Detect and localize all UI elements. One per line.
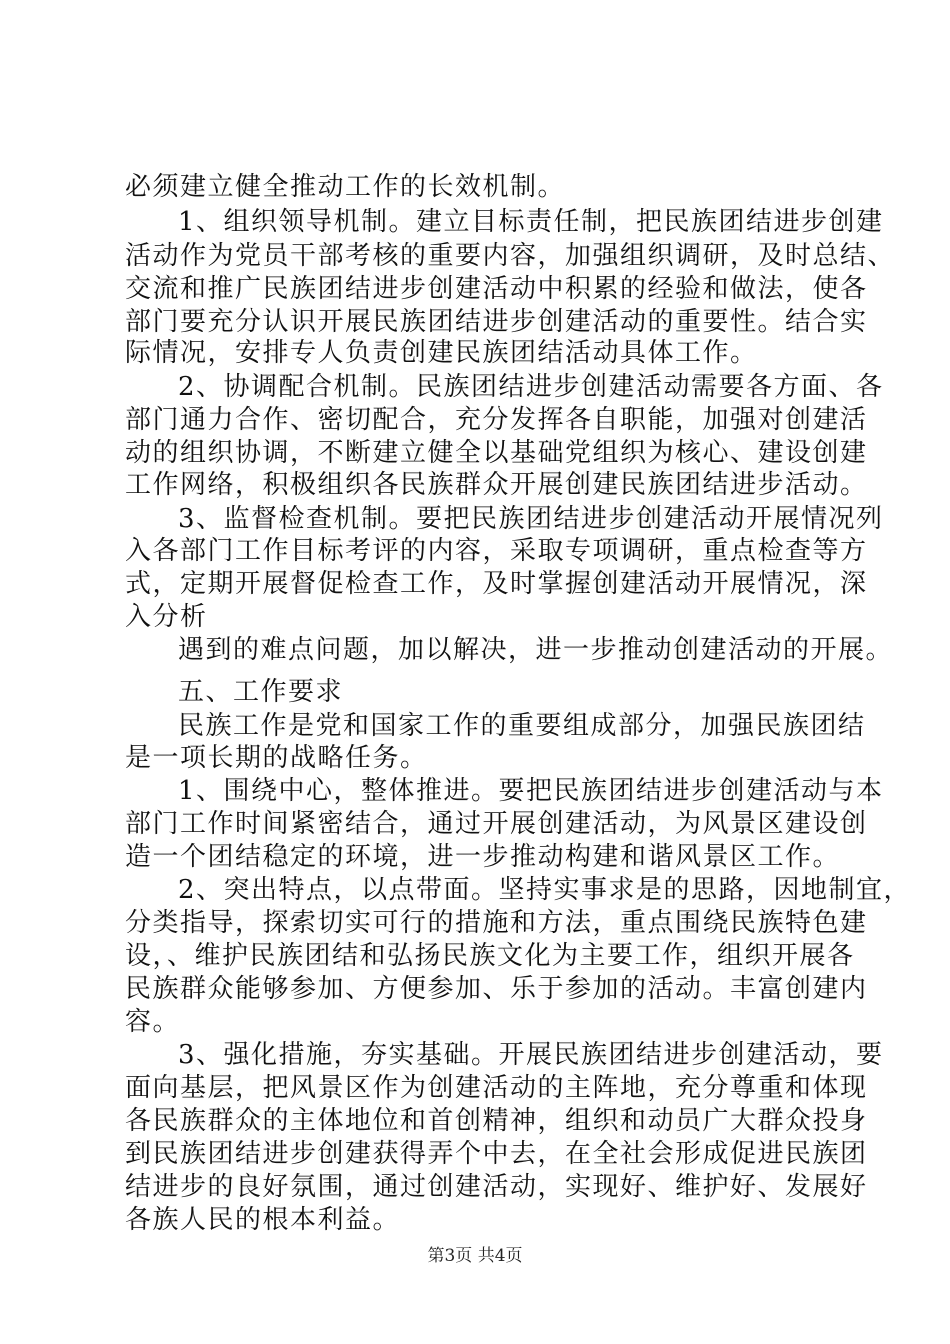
text-line: 是一项长期的战略任务。: [125, 743, 428, 773]
text-line: 民族工作是党和国家工作的重要组成部分，加强民族团结: [178, 711, 866, 741]
text-line: 部门工作时间紧密结合，通过开展创建活动，为风景区建设创: [125, 809, 868, 839]
section-heading: 五、工作要求: [178, 677, 344, 707]
text-line: 交流和推广民族团结进步创建活动中积累的经验和做法，使各: [125, 274, 868, 304]
text-line: 设，、维护民族团结和弘扬民族文化为主要工作，组织开展各: [125, 941, 855, 971]
text-line: 到民族团结进步创建获得弄个中去，在全社会形成促进民族团: [125, 1139, 868, 1169]
text-line: 入分析: [125, 602, 208, 632]
text-line: 民族群众能够参加、方便参加、乐于参加的活动。丰富创建内: [125, 974, 868, 1004]
text-line: 际情况，安排专人负责创建民族团结活动具体工作。: [125, 338, 758, 368]
text-line: 容。: [125, 1007, 181, 1037]
page-footer: 第3页 共4页: [427, 1246, 523, 1266]
text-line: 3、监督检查机制。要把民族团结进步创建活动开展情况列: [178, 504, 884, 534]
text-line: 分类指导，探索切实可行的措施和方法，重点围绕民族特色建: [125, 908, 868, 938]
text-line: 各族人民的根本利益。: [125, 1205, 401, 1235]
text-line: 遇到的难点问题，加以解决，进一步推动创建活动的开展。: [178, 635, 894, 665]
text-line: 入各部门工作目标考评的内容，采取专项调研，重点检查等方: [125, 536, 868, 566]
text-line: 2、突出特点，以点带面。坚持实事求是的思路，因地制宜，: [178, 875, 912, 905]
text-line: 2、协调配合机制。民族团结进步创建活动需要各方面、各: [178, 372, 884, 402]
text-line: 1、围绕中心，整体推进。要把民族团结进步创建活动与本: [178, 776, 884, 806]
text-line: 部门要充分认识开展民族团结进步创建活动的重要性。结合实: [125, 307, 868, 337]
text-line: 动的组织协调，不断建立健全以基础党组织为核心、建设创建: [125, 438, 868, 468]
text-line: 结进步的良好氛围，通过创建活动，实现好、维护好、发展好: [125, 1172, 868, 1202]
text-line: 各民族群众的主体地位和首创精神，组织和动员广大群众投身: [125, 1106, 868, 1136]
text-line: 工作网络，积极组织各民族群众开展创建民族团结进步活动。: [125, 470, 868, 500]
text-line: 活动作为党员干部考核的重要内容，加强组织调研，及时总结、: [125, 241, 896, 271]
text-line: 造一个团结稳定的环境，进一步推动构建和谐风景区工作。: [125, 842, 841, 872]
text-line: 面向基层，把风景区作为创建活动的主阵地，充分尊重和体现: [125, 1073, 868, 1103]
text-line: 式，定期开展督促检查工作，及时掌握创建活动开展情况，深: [125, 569, 868, 599]
text-line: 必须建立健全推动工作的长效机制。: [125, 172, 566, 202]
text-line: 部门通力合作、密切配合，充分发挥各自职能，加强对创建活: [125, 405, 868, 435]
text-line: 3、强化措施，夯实基础。开展民族团结进步创建活动，要: [178, 1040, 884, 1070]
text-line: 1、组织领导机制。建立目标责任制，把民族团结进步创建: [178, 207, 884, 237]
